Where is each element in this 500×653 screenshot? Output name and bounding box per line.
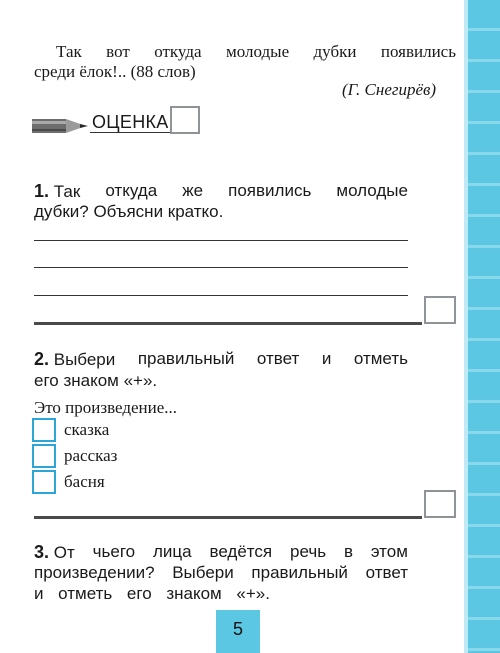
- passage-word: вот: [106, 42, 130, 61]
- passage-word: Так: [56, 42, 82, 61]
- section-divider: [34, 516, 422, 519]
- question-number: 3.: [34, 542, 50, 562]
- question-word: и: [321, 349, 332, 368]
- question-word: От: [53, 543, 75, 562]
- question-word: чьего: [92, 542, 136, 561]
- question-word: откуда: [105, 181, 158, 200]
- question-word: произведении?: [34, 563, 155, 582]
- question-word: знаком: [166, 584, 222, 603]
- grade-label: ОЦЕНКА: [92, 112, 169, 132]
- question-word: Так: [53, 182, 81, 201]
- question-1-line-2: дубки? Объясни кратко.: [34, 202, 224, 221]
- question-word: этом: [370, 542, 408, 561]
- passage-word: появились: [380, 42, 456, 61]
- question-word: молодые: [336, 181, 408, 200]
- question-word: ответ: [365, 563, 408, 582]
- option-checkbox-skazka[interactable]: [32, 418, 56, 442]
- question-word: отметь: [58, 584, 113, 603]
- question-word: ведётся: [209, 542, 273, 561]
- question-word: правильный: [251, 563, 348, 582]
- question-word: же: [182, 181, 204, 200]
- option-label: сказка: [64, 420, 110, 439]
- question-word: лица: [153, 542, 192, 561]
- question-word: и: [34, 584, 44, 603]
- option-checkbox-rasskaz[interactable]: [32, 444, 56, 468]
- passage-line-2: среди ёлок!.. (88 слов): [34, 62, 196, 81]
- question-2-line-1: [34, 348, 408, 371]
- question-3-line-3: [34, 583, 270, 605]
- question-word: появились: [228, 181, 312, 200]
- page-edge-stripe: [464, 0, 500, 653]
- question-3-line-1: [34, 541, 408, 564]
- grade-box[interactable]: [170, 106, 200, 134]
- question-word: ответ: [256, 349, 300, 368]
- question-word: Выбери: [172, 563, 234, 582]
- question-word: правильный: [137, 349, 235, 368]
- question-number: 2.: [34, 349, 50, 369]
- question-word: «+».: [236, 584, 270, 603]
- pencil-icon: [32, 110, 90, 142]
- question-1-line-1: [34, 180, 408, 203]
- passage-line-1: [56, 42, 456, 62]
- option-checkbox-basnya[interactable]: [32, 470, 56, 494]
- question-word: речь: [290, 542, 327, 561]
- question-word: в: [343, 542, 353, 561]
- option-label: рассказ: [64, 446, 118, 465]
- option-label: басня: [64, 472, 105, 491]
- question-2-prompt: Это произведение...: [34, 398, 178, 417]
- question-word: Выбери: [53, 350, 116, 369]
- score-box-2[interactable]: [424, 490, 456, 518]
- grade-underline: [90, 132, 170, 133]
- question-word: его: [126, 584, 152, 603]
- passage-word: дубки: [313, 42, 357, 61]
- passage-word: откуда: [154, 42, 202, 61]
- answer-line[interactable]: [34, 240, 408, 241]
- question-number: 1.: [34, 181, 50, 201]
- passage-author: (Г. Снегирёв): [342, 80, 437, 99]
- question-word: отметь: [353, 349, 408, 368]
- answer-line[interactable]: [34, 295, 408, 296]
- section-divider: [34, 322, 422, 325]
- question-3-line-2: [34, 562, 408, 584]
- answer-line[interactable]: [34, 267, 408, 268]
- page-number: 5: [216, 610, 260, 653]
- passage-word: молодые: [225, 42, 290, 61]
- score-box-1[interactable]: [424, 296, 456, 324]
- question-2-line-2: его знаком «+».: [34, 371, 158, 390]
